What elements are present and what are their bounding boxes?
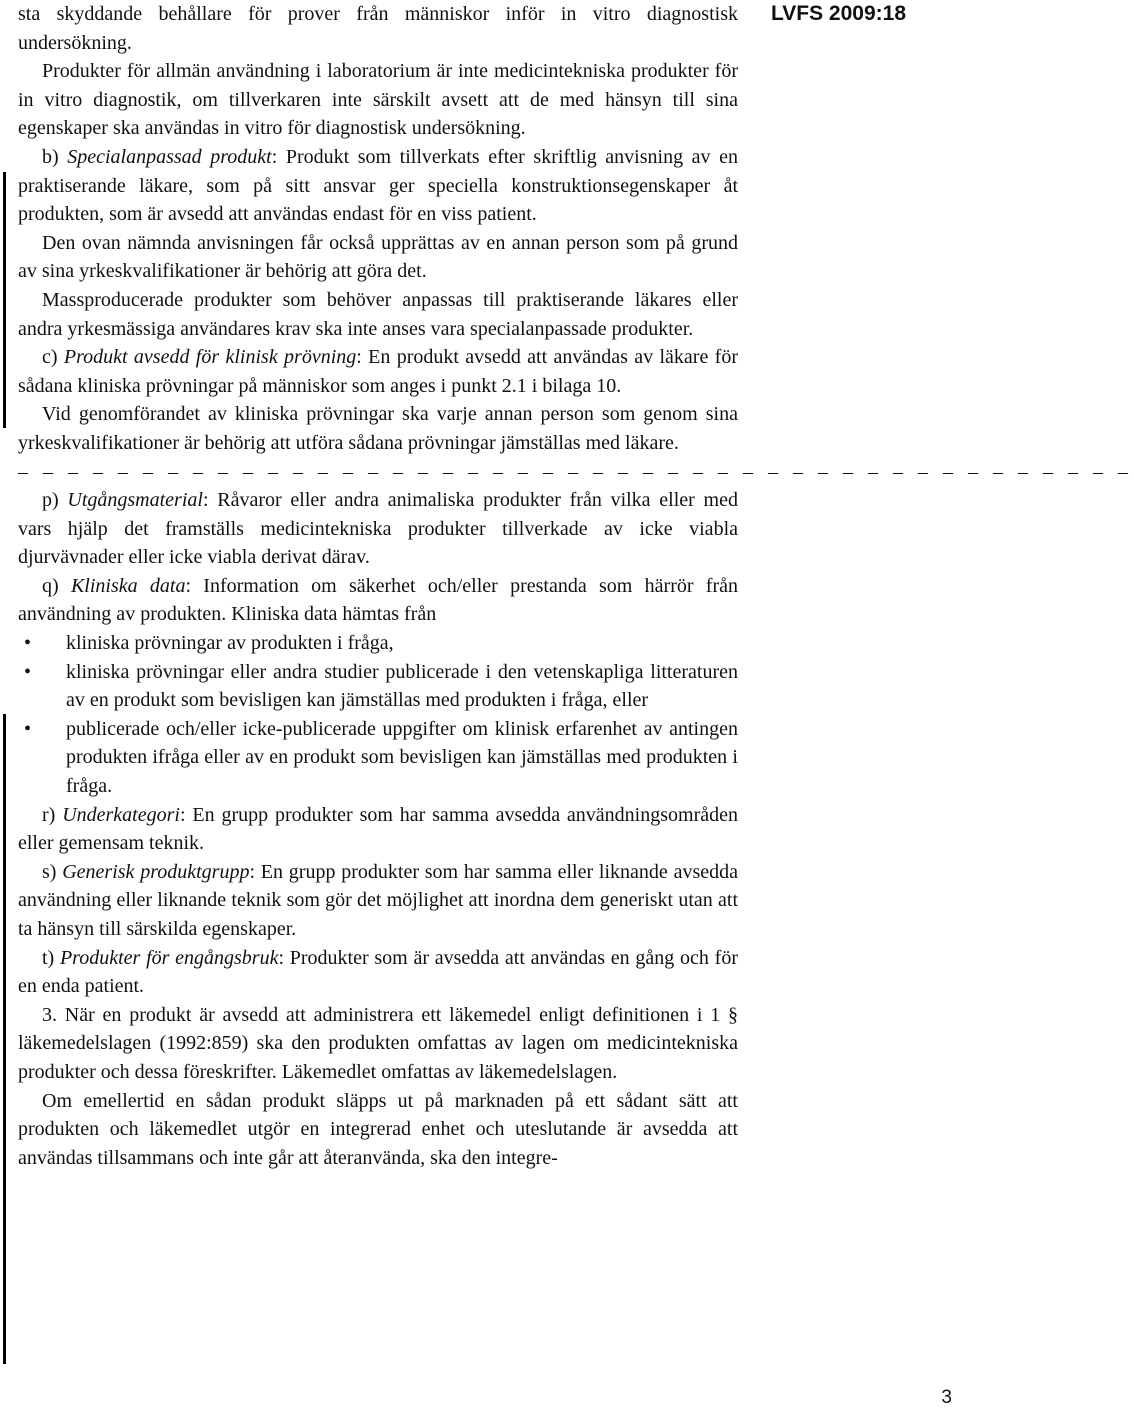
bullet-icon: • (24, 632, 32, 655)
clinical-data-sources-list (18, 629, 738, 801)
definition-label: p) (42, 489, 68, 512)
definition-p (18, 486, 738, 572)
definition-text: : Information om säkerhet och/eller prestanda som härrör från användning av produkten. Kliniska data hämtas från (18, 574, 738, 626)
definition-label: t) (42, 946, 60, 969)
definition-label: c) (42, 346, 64, 369)
definition-r (18, 801, 738, 858)
document-code: LVFS 2009:18 (770, 2, 906, 25)
bullet-icon: • (24, 660, 32, 683)
list-item (18, 658, 738, 715)
definition-t (18, 944, 738, 1001)
definition-label: q) (42, 574, 71, 597)
definition-text: : En produkt avsedd att användas av läkare för sådana kliniska prövningar på människor som anges i punkt 2.1 i bilaga 10. (18, 346, 738, 397)
list-item-text: publicerade och/eller icke-publicerade uppgifter om klinisk erfarenhet av antingen produkten ifråga eller av en produkt som bevisligen kan jämställas med produkten i fråga. (66, 717, 738, 798)
change-bar (3, 714, 6, 1364)
definition-term: Utgångsmaterial (67, 489, 203, 512)
definition-label: r) (42, 803, 63, 826)
paragraph-b-instruction: Den ovan nämnda anvisningen får också upprättas av en annan person som på grund av sina yrkeskvalifikationer är behörig att göra det. (18, 231, 738, 283)
definition-term: Produkter för engångsbruk (59, 946, 279, 969)
definition-text: : Råvaror eller andra animaliska produkter från vilka eller med vars hjälp det framställs medicintekniska produkter tillverkade av icke viabla djurvävnader eller icke viabla derivat därav. (18, 489, 738, 569)
definition-label: b) (42, 145, 68, 168)
definition-term: Produkt avsedd för klinisk prövning (63, 346, 357, 369)
paragraph-c-clinical: Vid genomförandet av kliniska prövningar ska varje annan person som genom sina yrkeskvalifikationer är behörig att utföra sådana prövningar jämställas med läkare. (18, 403, 738, 454)
definition-c (18, 343, 738, 400)
list-item (18, 629, 738, 658)
bullet-icon: • (24, 717, 32, 740)
definition-s (18, 858, 738, 944)
definition-term: Kliniska data (70, 574, 186, 597)
list-item-text: kliniska prövningar av produkten i fråga, (66, 632, 394, 655)
paragraph-section-3: 3. När en produkt är avsedd att administrera ett läkemedel enligt definitionen i 1 § läkemedelslagen (1992:859) ska den produkten omfattas av lagen om medicintekniska produkter och dessa föreskrifter. Läkemedlet omfattas av läkemedelslagen. (18, 1003, 738, 1083)
definition-q (18, 572, 738, 629)
paragraph-integrated-unit: Om emellertid en sådan produkt släpps ut på marknaden på ett sådant sätt att produkten och läkemedlet utgör en integrerad enhet och uteslutande är avsedda att användas tillsammans och inte går att återanvända, ska den integre- (18, 1089, 738, 1169)
definition-text: : En grupp produkter som har samma avsedda användningsområden eller gemensam teknik. (18, 803, 738, 855)
definition-label: s) (42, 860, 63, 883)
paragraph-general-lab-products: Produkter för allmän användning i laboratorium är inte medicintekniska produkter för in vitro diagnostik, om tillverkaren inte särskilt avsett att de med hänsyn till sina egenskaper ska användas in vitro för diagnostisk undersökning. (18, 60, 738, 140)
list-item-text: kliniska prövningar eller andra studier publicerade i den vetenskapliga litteraturen av en produkt som bevisligen kan jämställas med produkten i fråga, eller (66, 660, 738, 712)
definition-b (18, 143, 738, 229)
omission-divider: – – – – – – – – – – – – – – – – – – – – – – – – – – – – – – – – – – – – – – – – – – – – – (18, 460, 1133, 483)
paragraph-b-mass-produced: Massproducerade produkter som behöver anpassas till praktiserande läkares eller andra yrkesmässiga användares krav ska inte anses vara specialanpassade produkter. (18, 288, 738, 340)
list-item (18, 715, 738, 801)
definition-term: Generisk produktgrupp (62, 860, 250, 883)
page-number: 3 (941, 1387, 952, 1408)
definition-text: : Produkt som tillverkats efter skriftlig anvisning av en praktiserande läkare, som på sitt ansvar ger speciella konstruktionsegenskaper åt produkten, som är avsedd att användas endast för en viss patient. (18, 145, 738, 226)
definition-term: Specialanpassad produkt (67, 145, 272, 168)
definition-text: : En grupp produkter som har samma eller liknande avsedda användning eller liknande teknik som gör det möjlighet att inordna dem generiskt utan att ta hänsyn till särskilda egenskaper. (18, 860, 738, 940)
definition-term: Underkategori (62, 803, 180, 826)
paragraph-intro: sta skyddande behållare för prover från människor inför in vitro diagnostisk undersökning. (18, 3, 738, 54)
change-bar (3, 172, 6, 428)
definition-text: : Produkter som är avsedda att användas en gång och för en enda patient. (18, 946, 738, 998)
